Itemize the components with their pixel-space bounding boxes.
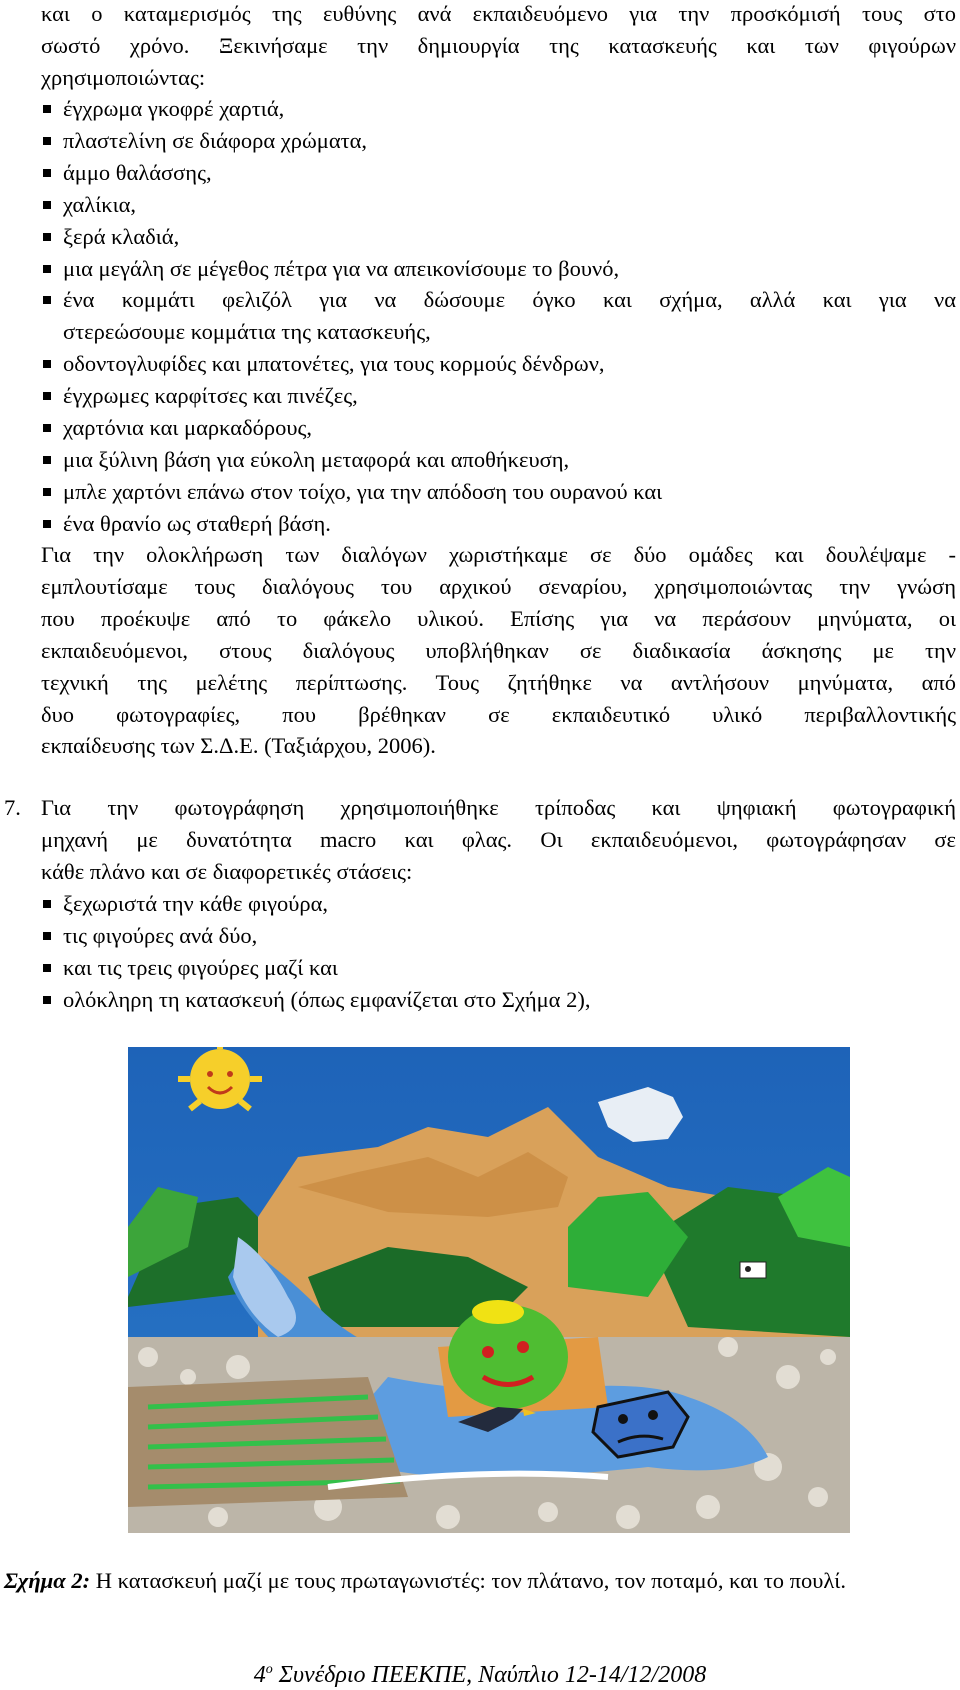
- list-item: ένα θρανίο ως σταθερή βάση.: [41, 508, 956, 540]
- list-item: έγχρωμα γκοφρέ χαρτιά,: [41, 93, 956, 125]
- text-line: τεχνική της μελέτης περίπτωσης. Τους ζητήθηκε να αντλήσουν μηνύματα, από: [41, 669, 956, 695]
- text-line: μηχανή με δυνατότητα macro και φλας. Οι εκπαιδευόμενοι, φωτογράφησαν σε: [41, 826, 956, 852]
- list-item: ένα κομμάτι φελιζόλ για να δώσουμε όγκο και σχήμα, αλλά και για να στερεώσουμε κομμάτια της κατασκευής,: [41, 284, 956, 348]
- item7-paragraph: [41, 792, 956, 888]
- intro-line: και ο καταμερισμός της ευθύνης ανά εκπαιδευόμενο για την προσκόμισή τους στο: [41, 1, 956, 26]
- text-line: που προέκυψε από το φάκελο υλικού. Επίσης για να περάσουν μηνύματα, οι: [41, 605, 956, 631]
- diorama-illustration: [128, 1047, 850, 1533]
- text-line: εκπαιδευόμενοι, στους διαλόγους υποβλήθηκαν σε διαδικασία άσκησης με την: [41, 637, 956, 663]
- materials-list: [41, 93, 956, 540]
- list-item: και τις τρεις φιγούρες μαζί και: [41, 952, 956, 984]
- footer-text: Συνέδριο ΠΕΕΚΠΕ, Ναύπλιο 12-14/12/2008: [272, 1662, 707, 1688]
- intro-paragraph: [41, 0, 956, 94]
- photo-list: [41, 888, 956, 1016]
- text-line: Για την φωτογράφηση χρησιμοποιήθηκε τρίποδας και ψηφιακή φωτογραφική: [41, 795, 956, 820]
- list-item: χαρτόνια και μαρκαδόρους,: [41, 412, 956, 444]
- item-number: 7.: [4, 795, 21, 820]
- list-item: μπλε χαρτόνι επάνω στον τοίχο, για την απόδοση του ουρανού και: [41, 476, 956, 508]
- list-item: οδοντογλυφίδες και μπατονέτες, για τους κορμούς δένδρων,: [41, 348, 956, 380]
- text-line: δυο φωτογραφίες, που βρέθηκαν σε εκπαιδευτικό υλικό περιβαλλοντικής: [41, 701, 956, 727]
- footer-ordinal: 4: [253, 1662, 266, 1688]
- text-line: εμπλουτίσαμε τους διαλόγους του αρχικού σεναρίου, χρησιμοποιώντας την γνώση: [41, 573, 956, 599]
- intro-line: σωστό χρόνο. Ξεκινήσαμε την δημιουργία της κατασκευής και των φιγούρων: [41, 32, 956, 58]
- text-line: εκπαίδευσης των Σ.Δ.Ε. (Ταξιάρχου, 2006).: [41, 733, 436, 759]
- list-item: άμμο θαλάσσης,: [41, 157, 956, 189]
- list-item: χαλίκια,: [41, 189, 956, 221]
- list-item: τις φιγούρες ανά δύο,: [41, 920, 956, 952]
- intro-line: χρησιμοποιώντας:: [41, 64, 206, 90]
- list-item: έγχρωμες καρφίτσες και πινέζες,: [41, 380, 956, 412]
- footer-ordinal-suffix: ο: [265, 1662, 273, 1677]
- list-item: ολόκληρη τη κατασκευή (όπως εμφανίζεται στο Σχήμα 2),: [41, 984, 956, 1016]
- caption-label: Σχήμα 2:: [4, 1568, 91, 1593]
- construction-photo: [128, 1047, 850, 1533]
- caption-text: Η κατασκευή μαζί με τους πρωταγωνιστές: τον πλάτανο, τον ποταμό, και το πουλί.: [90, 1568, 846, 1593]
- list-item: μια ξύλινη βάση για εύκολη μεταφορά και αποθήκευση,: [41, 444, 956, 476]
- text-line: Για την ολοκλήρωση των διαλόγων χωριστήκαμε σε δύο ομάδες και δουλέψαμε -: [41, 542, 956, 567]
- page-footer: [0, 1655, 960, 1690]
- dialogue-paragraph: [41, 539, 956, 762]
- cow-figure: [740, 1262, 766, 1278]
- list-item: ξεχωριστά την κάθε φιγούρα,: [41, 888, 956, 920]
- list-item: ξερά κλαδιά,: [41, 221, 956, 253]
- text-line: κάθε πλάνο και σε διαφορετικές στάσεις:: [41, 858, 413, 884]
- list-item: μια μεγάλη σε μέγεθος πέτρα για να απεικονίσουμε το βουνό,: [41, 253, 956, 285]
- figure-caption: [4, 1566, 846, 1596]
- list-item: πλαστελίνη σε διάφορα χρώματα,: [41, 125, 956, 157]
- list-item-continuation: στερεώσουμε κομμάτια της κατασκευής,: [63, 319, 431, 345]
